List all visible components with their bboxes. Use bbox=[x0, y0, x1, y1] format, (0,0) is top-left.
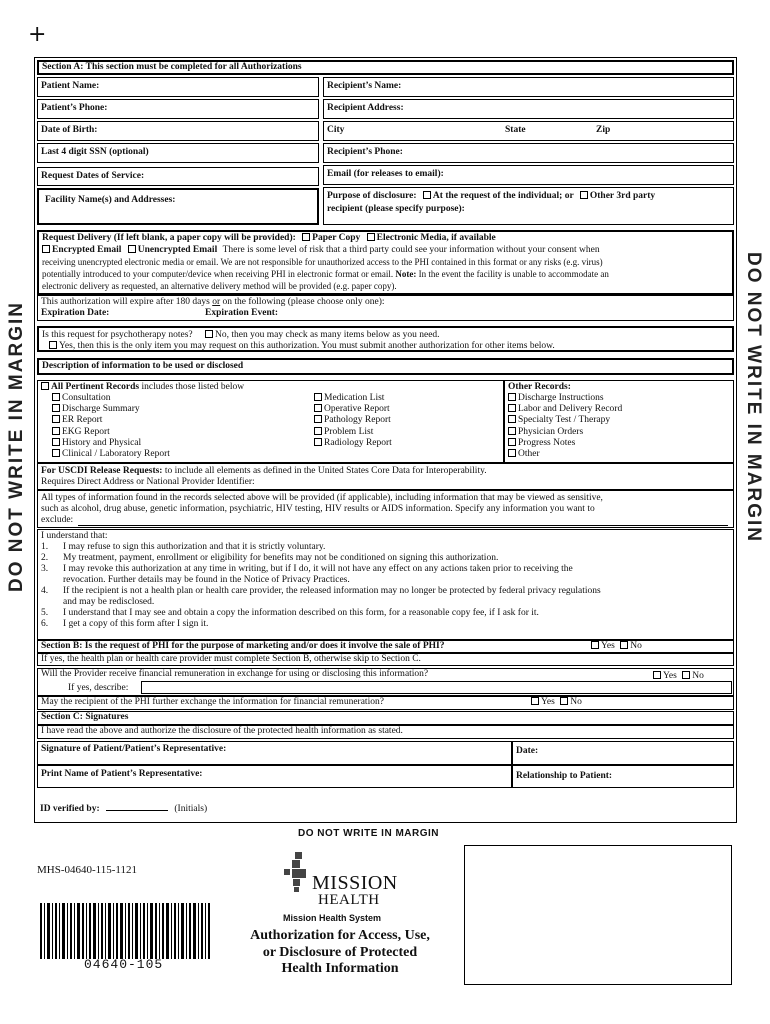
record-label: Medication List bbox=[324, 393, 385, 403]
barcode-graphic bbox=[40, 903, 210, 959]
records-col-1 bbox=[52, 393, 170, 460]
print-name-label: Print Name of Patient’s Representative: bbox=[41, 769, 203, 779]
section-b-yes-checkbox[interactable] bbox=[591, 641, 599, 649]
record-checkbox[interactable] bbox=[52, 449, 60, 457]
relationship-label: Relationship to Patient: bbox=[516, 771, 613, 781]
expiration-date-label: Expiration Date: bbox=[41, 308, 110, 318]
description-header-box bbox=[37, 358, 734, 375]
barcode-number: 04640-105 bbox=[84, 957, 164, 972]
signature-label: Signature of Patient/Patient’s Representative: bbox=[41, 744, 227, 754]
expiration-text-b: on the following (please choose only one): bbox=[222, 297, 385, 307]
system-name: Mission Health System bbox=[283, 913, 382, 923]
recipient-name-field[interactable] bbox=[323, 77, 734, 97]
understand-text-2: My treatment, payment, enrollment or eligibility for benefits may not be conditioned on signing this authorization. bbox=[63, 553, 499, 563]
record-checkbox[interactable] bbox=[52, 438, 60, 446]
delivery-line-2 bbox=[42, 245, 600, 256]
note-label: Note: bbox=[395, 269, 417, 279]
purpose-third-party-checkbox[interactable] bbox=[580, 191, 588, 199]
ssn-field[interactable] bbox=[37, 143, 319, 163]
recipient-phone-field[interactable] bbox=[323, 143, 734, 163]
uscdi-box bbox=[37, 463, 734, 490]
form-title-line-3: Health Information bbox=[281, 961, 399, 977]
email-label: Email (for releases to email): bbox=[327, 169, 444, 179]
section-c-header: Section C: Signatures bbox=[41, 712, 129, 722]
record-item bbox=[52, 404, 170, 415]
understand-text-6: I get a copy of this form after I sign it. bbox=[63, 619, 209, 629]
unencrypted-email-checkbox[interactable] bbox=[128, 245, 136, 253]
record-checkbox[interactable] bbox=[52, 415, 60, 423]
record-checkbox[interactable] bbox=[508, 438, 516, 446]
remuneration-no-label: No bbox=[692, 671, 704, 681]
all-types-line-2: such as alcohol, drug abuse, genetic information, psychiatric, HIV testing, HIV results or AIDS information. Specify any information you want to bbox=[41, 504, 595, 514]
record-item bbox=[314, 438, 392, 449]
expiration-line-1 bbox=[41, 297, 385, 308]
delivery-line-1 bbox=[42, 233, 496, 244]
record-label: Progress Notes bbox=[518, 437, 576, 448]
mission-cross-icon bbox=[284, 852, 308, 894]
record-label: Labor and Delivery Record bbox=[518, 404, 623, 415]
expiration-text-a: This authorization will expire after 180 days bbox=[41, 297, 210, 307]
record-item bbox=[508, 427, 622, 438]
record-label: EKG Report bbox=[62, 426, 110, 437]
understand-text-4a: If the recipient is not a health plan or health care provider, the released information may no longer be protected by federal privacy regulations bbox=[63, 586, 601, 596]
all-records-checkbox[interactable] bbox=[41, 382, 49, 390]
date-label: Date: bbox=[516, 746, 539, 756]
expiration-box bbox=[37, 295, 734, 321]
record-checkbox[interactable] bbox=[508, 415, 516, 423]
paper-copy-label: Paper Copy bbox=[312, 233, 361, 243]
record-item bbox=[52, 415, 170, 426]
margin-notice-bottom: DO NOT WRITE IN MARGIN bbox=[298, 828, 439, 839]
risk-text-4: electronic delivery as requested, an alternative delivery method will be provided (e.g. paper copy). bbox=[42, 281, 397, 291]
remuneration-yes-label: Yes bbox=[663, 671, 677, 681]
record-label: Physician Orders bbox=[518, 426, 584, 437]
margin-notice-left: DO NOT WRITE IN MARGIN bbox=[6, 301, 27, 592]
understand-num-4: 4. bbox=[41, 586, 49, 596]
all-types-line-1: All types of information found in the records selected above will be provided (if applicable), including information that may be viewed as sensitive, bbox=[41, 493, 603, 503]
service-dates-label: Request Dates of Service: bbox=[41, 171, 145, 181]
understand-box bbox=[37, 529, 734, 640]
section-b-if-yes: If yes, the health plan or health care provider must complete Section B, otherwise skip to Section C. bbox=[41, 654, 421, 664]
section-b-header: Section B: Is the request of PHI for the purpose of marketing and/or does it involve the sale of PHI? bbox=[41, 641, 445, 651]
recipient-address-label: Recipient Address: bbox=[327, 103, 404, 113]
section-c-statement: I have read the above and authorize the disclosure of the protected health information as stated. bbox=[41, 726, 403, 736]
section-a-header: Section A: This section must be completed for all Authorizations bbox=[42, 62, 302, 72]
remuneration-box bbox=[37, 668, 734, 696]
further-exchange-question: May the recipient of the PHI further exchange the information for financial remuneration? bbox=[41, 697, 384, 707]
record-checkbox[interactable] bbox=[314, 393, 322, 401]
record-checkbox[interactable] bbox=[314, 427, 322, 435]
description-header: Description of information to be used or disclosed bbox=[42, 361, 244, 371]
record-label: Specialty Test / Therapy bbox=[518, 415, 611, 426]
patient-name-field[interactable] bbox=[37, 77, 319, 97]
all-records-tail: includes those listed below bbox=[141, 382, 245, 392]
further-exchange-options bbox=[531, 697, 582, 708]
label-placement-box bbox=[464, 845, 732, 985]
facility-field[interactable] bbox=[37, 188, 319, 225]
section-b-header-box bbox=[37, 640, 734, 653]
uscdi-label: For USCDI Release Requests: bbox=[41, 466, 163, 476]
record-item bbox=[314, 415, 392, 426]
date-field[interactable] bbox=[512, 741, 734, 765]
describe-input[interactable] bbox=[141, 681, 732, 694]
purpose-individual-checkbox[interactable] bbox=[423, 191, 431, 199]
encrypted-email-label: Encrypted Email bbox=[52, 245, 122, 255]
record-item bbox=[52, 438, 170, 449]
record-label: Problem List bbox=[324, 426, 374, 437]
purpose-individual-label: At the request of the individual; or bbox=[432, 191, 574, 201]
patient-name-label: Patient Name: bbox=[41, 81, 100, 91]
psychotherapy-no-label: No, then you may check as many items below as you need. bbox=[215, 330, 440, 340]
section-b-yes-label: Yes bbox=[601, 641, 615, 651]
risk-text-3a: potentially introduced to your computer/device when receiving PHI in electronic format or email. bbox=[42, 269, 394, 279]
service-dates-field[interactable] bbox=[37, 167, 319, 186]
understand-text-3a: I may revoke this authorization at any time in writing, but if I do, it will not have any effect on any actions taken prior to receiving the bbox=[63, 564, 573, 574]
state-label: State bbox=[505, 125, 526, 135]
record-checkbox[interactable] bbox=[52, 404, 60, 412]
facility-label: Facility Name(s) and Addresses: bbox=[45, 195, 176, 205]
form-frame bbox=[34, 57, 737, 823]
psychotherapy-no-checkbox[interactable] bbox=[205, 330, 213, 338]
record-label: Consultation bbox=[62, 393, 111, 403]
record-label: Pathology Report bbox=[324, 415, 391, 426]
expiration-event-label: Expiration Event: bbox=[205, 308, 279, 318]
further-exchange-yes-label: Yes bbox=[541, 697, 555, 707]
section-b-no-label: No bbox=[630, 641, 642, 651]
section-b-options bbox=[591, 641, 642, 652]
record-label: Discharge Instructions bbox=[518, 393, 604, 403]
psychotherapy-question: Is this request for psychotherapy notes? bbox=[42, 330, 193, 340]
patient-phone-label: Patient’s Phone: bbox=[41, 103, 108, 113]
id-verified-label: ID verified by: bbox=[40, 804, 100, 814]
purpose-third-party-label: Other 3rd party bbox=[589, 191, 656, 201]
further-exchange-no-checkbox[interactable] bbox=[560, 697, 568, 705]
city-label: City bbox=[327, 125, 345, 135]
email-field[interactable] bbox=[323, 165, 734, 185]
record-label: History and Physical bbox=[62, 437, 142, 448]
margin-notice-right: DO NOT WRITE IN MARGIN bbox=[743, 252, 764, 543]
section-b-no-checkbox[interactable] bbox=[620, 641, 628, 649]
record-item bbox=[508, 404, 622, 415]
purpose-label: Purpose of disclosure: bbox=[327, 191, 417, 201]
uscdi-line-2: Requires Direct Address or National Provider Identifier: bbox=[41, 477, 255, 487]
understand-num-5: 5. bbox=[41, 608, 49, 618]
describe-label: If yes, describe: bbox=[68, 683, 129, 693]
zip-label: Zip bbox=[596, 125, 611, 135]
print-name-field[interactable] bbox=[37, 765, 512, 788]
psychotherapy-yes-checkbox[interactable] bbox=[49, 341, 57, 349]
record-item bbox=[314, 427, 392, 438]
section-a-header-box bbox=[37, 60, 734, 75]
understand-text-1: I may refuse to sign this authorization and that it is strictly voluntary. bbox=[63, 542, 326, 552]
further-exchange-box bbox=[37, 696, 734, 710]
record-checkbox[interactable] bbox=[508, 449, 516, 457]
initials-label: (Initials) bbox=[174, 804, 208, 814]
further-exchange-yes-checkbox[interactable] bbox=[531, 697, 539, 705]
purpose-line-2: recipient (please specify purpose): bbox=[327, 204, 465, 214]
registration-mark: + bbox=[28, 22, 47, 47]
all-records-line bbox=[41, 382, 244, 393]
psychotherapy-line-2 bbox=[49, 341, 555, 352]
purpose-line-1 bbox=[327, 191, 655, 202]
form-title-line-2: or Disclosure of Protected bbox=[262, 944, 418, 960]
id-verified-input[interactable] bbox=[106, 803, 168, 811]
records-col-2 bbox=[314, 393, 392, 449]
all-records-label: All Pertinent Records bbox=[51, 382, 140, 392]
record-checkbox[interactable] bbox=[508, 404, 516, 412]
further-exchange-no-label: No bbox=[570, 697, 582, 707]
unencrypted-email-label: Unencrypted Email bbox=[137, 245, 218, 255]
risk-text-2: receiving unencrypted electronic media or email. We are not responsible for unauthorized access to the PHI contained in this format or any risks (e.g. virus) bbox=[42, 257, 603, 267]
record-label: Discharge Summary bbox=[62, 404, 140, 415]
uscdi-line-1 bbox=[41, 466, 487, 477]
relationship-field[interactable] bbox=[512, 765, 734, 788]
section-b-if-yes-box bbox=[37, 653, 734, 666]
pertinent-records-box bbox=[37, 380, 504, 463]
remuneration-no-checkbox[interactable] bbox=[682, 671, 690, 679]
all-types-line-3: exclude: bbox=[41, 515, 74, 525]
record-item bbox=[52, 449, 170, 460]
other-records-header: Other Records: bbox=[508, 382, 571, 392]
record-item bbox=[52, 393, 170, 404]
psychotherapy-line-1 bbox=[42, 330, 440, 341]
record-item bbox=[52, 427, 170, 438]
exclude-input-line[interactable] bbox=[78, 525, 728, 526]
record-item bbox=[314, 404, 392, 415]
record-checkbox[interactable] bbox=[508, 427, 516, 435]
understand-text-3b: revocation. Further details may be found in the Notice of Privacy Practices. bbox=[63, 575, 350, 585]
logo-name: MISSION bbox=[312, 872, 398, 894]
encrypted-email-checkbox[interactable] bbox=[42, 245, 50, 253]
all-types-box bbox=[37, 490, 734, 528]
records-col-3 bbox=[508, 393, 622, 460]
understand-num-3: 3. bbox=[41, 564, 49, 574]
recipient-name-label: Recipient’s Name: bbox=[327, 81, 402, 91]
record-checkbox[interactable] bbox=[52, 393, 60, 401]
electronic-media-checkbox[interactable] bbox=[367, 233, 375, 241]
delivery-label: Request Delivery (If left blank, a paper copy will be provided): bbox=[42, 233, 296, 243]
remuneration-yes-checkbox[interactable] bbox=[653, 671, 661, 679]
understand-num-6: 6. bbox=[41, 619, 49, 629]
risk-line-3 bbox=[42, 269, 609, 280]
record-item bbox=[314, 393, 392, 404]
risk-text-1: There is some level of risk that a third party could see your information without your consent when bbox=[222, 245, 600, 255]
record-label: Other bbox=[518, 449, 540, 460]
risk-text-3b: In the event the facility is unable to accommodate an bbox=[418, 269, 609, 279]
record-checkbox[interactable] bbox=[52, 427, 60, 435]
understand-text-4b: and may be redisclosed. bbox=[63, 597, 155, 607]
city-state-zip-field[interactable] bbox=[323, 121, 734, 141]
understand-num-2: 2. bbox=[41, 553, 49, 563]
form-title-line-1: Authorization for Access, Use, bbox=[250, 928, 430, 943]
signature-field[interactable] bbox=[37, 741, 512, 765]
psychotherapy-box bbox=[37, 326, 734, 352]
understand-num-1: 1. bbox=[41, 542, 49, 552]
barcode bbox=[40, 903, 210, 959]
recipient-phone-label: Recipient’s Phone: bbox=[327, 147, 403, 157]
record-checkbox[interactable] bbox=[314, 438, 322, 446]
record-item bbox=[508, 449, 622, 460]
understand-text-5: I understand that I may see and obtain a copy the information described on this form, for a reasonable copy fee, if I ask for it. bbox=[63, 608, 539, 618]
patient-phone-field[interactable] bbox=[37, 99, 319, 119]
dob-field[interactable] bbox=[37, 121, 319, 141]
record-item bbox=[508, 415, 622, 426]
section-c-statement-box bbox=[37, 725, 734, 739]
id-verified-line bbox=[40, 803, 207, 815]
form-code: MHS-04640-115-1121 bbox=[37, 864, 138, 876]
record-item bbox=[508, 393, 622, 404]
dob-label: Date of Birth: bbox=[41, 125, 98, 135]
remuneration-question: Will the Provider receive financial remuneration in exchange for using or disclosing this information? bbox=[41, 669, 429, 679]
section-c-header-box bbox=[37, 711, 734, 725]
record-checkbox[interactable] bbox=[314, 404, 322, 412]
expiration-or: or bbox=[212, 297, 221, 307]
delivery-box bbox=[37, 230, 734, 295]
record-checkbox[interactable] bbox=[314, 415, 322, 423]
logo-sub: HEALTH bbox=[318, 892, 380, 908]
other-records-box bbox=[504, 380, 734, 463]
recipient-address-field[interactable] bbox=[323, 99, 734, 119]
form-title bbox=[222, 928, 458, 978]
ssn-label: Last 4 digit SSN (optional) bbox=[41, 147, 149, 157]
record-label: Operative Report bbox=[324, 404, 390, 415]
record-item bbox=[508, 438, 622, 449]
electronic-media-label: Electronic Media, if available bbox=[376, 233, 496, 243]
paper-copy-checkbox[interactable] bbox=[302, 233, 310, 241]
understand-intro: I understand that: bbox=[41, 531, 108, 541]
record-label: Clinical / Laboratory Report bbox=[62, 449, 170, 460]
uscdi-text: to include all elements as defined in the United States Core Data for Interoperability. bbox=[164, 466, 487, 476]
record-label: Radiology Report bbox=[324, 437, 392, 448]
record-checkbox[interactable] bbox=[508, 393, 516, 401]
purpose-field bbox=[323, 187, 734, 225]
psychotherapy-yes-label: Yes, then this is the only item you may request on this authorization. You must submit another authorization for other items below. bbox=[59, 341, 555, 351]
record-label: ER Report bbox=[62, 415, 103, 426]
